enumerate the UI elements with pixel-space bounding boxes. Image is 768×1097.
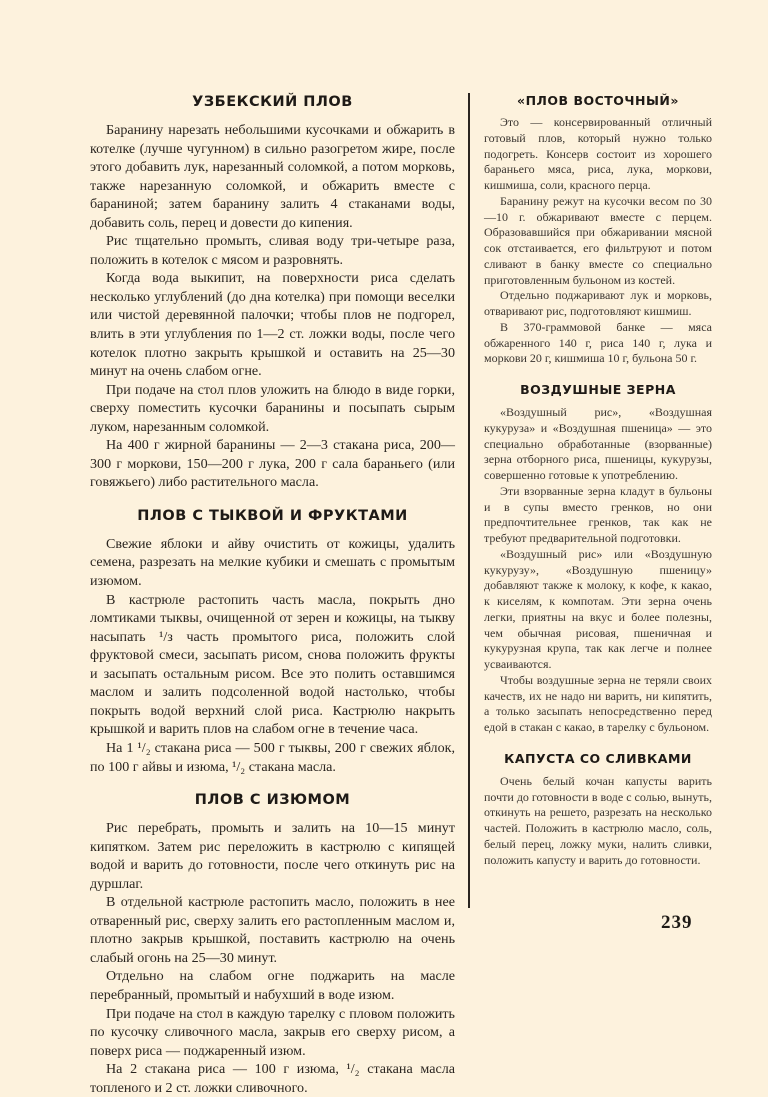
paragraph: Эти взорванные зерна кладут в бульоны и в супы вместо гренков, но они предпочтительнее гренков, так как не требуют предварительной подготовки. (484, 483, 712, 545)
paragraph: Свежие яблоки и айву очистить от кожицы, удалить семена, разрезать на мелкие кубики и смешать с промытым изюмом. (90, 535, 455, 590)
paragraph: В 370-граммовой банке — мяса обжаренного 140 г, риса 140 г, лука и моркови 20 г, кишмиша 10 г, бульона 50 г. (484, 319, 712, 366)
section-title-uzbek-plov: УЗБЕКСКИЙ ПЛОВ (192, 94, 353, 110)
paragraph: При подаче на стол плов уложить на блюдо в виде горки, сверху поместить кусочки баранины и посыпать сырым луком, нарезанным соломкой. (90, 381, 455, 435)
paragraph: При подаче на стол в каждую тарелку с пловом положить по кусочку сливочного масла, закрыв его сверху рисом, а поверх риса — поджаренный изюм. (90, 1005, 455, 1059)
right-column (484, 92, 712, 868)
section-title-plov-vostochny: «ПЛОВ ВОСТОЧНЫЙ» (517, 93, 679, 108)
paragraph: Баранину режут на кусочки весом по 30—10 г. обжаривают вместе с перцем. Образовавшийся при обжаривании мясной сок отстаивается, его фильтруют и потом сливают в банку вместе со специально приготовленным бульоном из костей. (484, 193, 712, 287)
paragraph: Очень белый кочан капусты варить почти до готовности в воде с солью, вынуть, откинуть на решето, разрезать на несколько частей. Положить в кастрюлю масло, соль, белый перец, ложку муки, налить сливки, положить капусту и варить до готовности. (484, 773, 712, 867)
paragraph: На 400 г жирной баранины — 2—3 стакана риса, 200—300 г моркови, 150—200 г лука, 200 г сала бараньего (или говяжьего) либо растительного масла. (90, 437, 455, 491)
column-divider (468, 93, 470, 908)
paragraph: Когда вода выкипит, на поверхности риса сделать несколько углублений (до дна котелка) при помощи веселки или чистой деревянной палочки; чтобы плов не подгорел, влить в эти углубления по 1—2 ст. ложки воды, после чего котелок плотно закрыть крышкой и оставить на 25—30 минут на очень слабом огне. (90, 270, 455, 380)
paragraph: Отдельно поджаривают лук и морковь, отваривают рис, подготовляют кишмиш. (484, 288, 712, 318)
paragraph: В отдельной кастрюле растопить масло, положить в нее отваренный рис, сверху залить его растопленным маслом и, плотно закрыв крышкой, поставить кастрюлю на очень слабый огонь на 25—30 минут. (90, 894, 455, 966)
paragraph: Рис перебрать, промыть и залить на 10—15 минут кипятком. Затем рис переложить в кастрюлю с кипящей водой и варить до готовности, после чего откинуть рис на дуршлаг. (90, 820, 455, 892)
paragraph: Это — консервированный отличный готовый плов, который нужно только подогреть. Консерв состоит из хорошего бараньего мяса, риса, лука, моркови, кишмиша, соли, красного перца. (484, 115, 712, 192)
paragraph: Баранину нарезать небольшими кусочками и обжарить в котелке (лучше чугунном) в сильно разогретом жире, после этого добавить лук, нарезанный соломкой, а потом морковь, также нарезанную соломкой, и обжарить вместе с бараниной; затем баранину залить 4 стаканами воды, добавить соль, перец и довести до кипения. (90, 122, 455, 231)
section-title-cabbage-cream: КАПУСТА СО СЛИВКАМИ (504, 750, 692, 766)
paragraph: Чтобы воздушные зерна не теряли своих качеств, их не надо ни варить, ни кипятить, а только засыпать непосредственно перед едой в стакан с какао, в тарелку с бульоном. (484, 672, 712, 734)
left-column (90, 92, 455, 1097)
page-number: 239 (661, 912, 693, 933)
section-title-plov-raisins: ПЛОВ С ИЗЮМОМ (194, 792, 351, 809)
paragraph: На 1 ¹/₂ стакана риса — 500 г тыквы, 200 г свежих яблок, по 100 г айвы и изюма, ¹/₂ стакана масла. (90, 739, 455, 775)
paragraph: На 2 стакана риса — 100 г изюма, ¹/₂ стакана масла топленого и 2 ст. ложки сливочного. (90, 1061, 455, 1096)
section-title-air-grains: ВОЗДУШНЫЕ ЗЕРНА (520, 382, 676, 397)
paragraph: «Воздушный рис», «Воздушная кукуруза» и «Воздушная пшеница» — это специально обработанные (взорванные) зерна отборного риса, пшеницы, кукурузы, совершенно готовые к употреблению. (484, 405, 712, 482)
paragraph: «Воздушный рис» или «Воздушную кукурузу», «Воздушную пшеницу» добавляют также к молоку, к кофе, к какао, к киселям, к компотам. Эти зерна очень легки, приятны на вкус и более полезны, чем обычная рисовая, пшеничная и кукурузная крупа, так как легче и полнее усваиваются. (484, 546, 712, 671)
paragraph: Рис тщательно промыть, сливая воду три-четыре раза, положить в котелок с мясом и разровнять. (90, 233, 455, 268)
paragraph: В кастрюле растопить часть масла, покрыть дно ломтиками тыквы, очищенной от зерен и кожицы, на тыкву насыпать ¹/з часть промытого риса, положить слой фруктовой смеси, засыпать рисом, снова положить фрукты и засыпать остальным рисом. Все это полить оставшимся маслом и залить подсоленной водой настолько, чтобы покрыть водой верхний слой риса. Кастрюлю накрыть крышкой и варить плов на слабом огне в течение часа. (90, 591, 455, 738)
paragraph: Отдельно на слабом огне поджарить на масле перебранный, промытый и набухший в воде изюм. (90, 968, 455, 1003)
section-title-plov-pumpkin-fruits: ПЛОВ С ТЫКВОЙ И ФРУКТАМИ (137, 507, 408, 524)
